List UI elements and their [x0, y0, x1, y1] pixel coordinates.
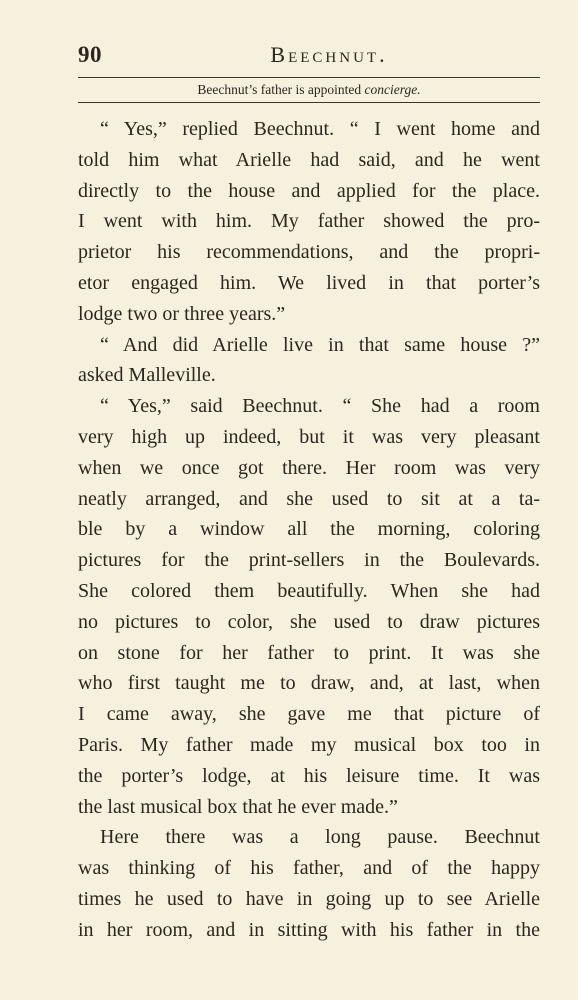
- subhead-italic: concierge.: [364, 82, 421, 97]
- text-line: ble by a window all the morning, coloring: [78, 518, 540, 541]
- text-line: when we once got there. Her room was very: [78, 456, 540, 479]
- running-head: [78, 40, 540, 74]
- subhead-text: Beechnut’s father is appointed: [197, 82, 362, 97]
- text-line: “ Yes,” said Beechnut. “ She had a room: [100, 395, 540, 418]
- chapter-subhead: [78, 80, 540, 99]
- text-line: the last musical box that he ever made.”: [78, 795, 398, 818]
- text-line: I came away, she gave me that picture of: [78, 703, 540, 726]
- text-line: prietor his recommendations, and the propri-: [78, 241, 540, 264]
- text-line: on stone for her father to print. It was she: [78, 641, 540, 664]
- text-line: in her room, and in sitting with his father in the: [78, 918, 540, 941]
- text-line: the porter’s lodge, at his leisure time. It was: [78, 764, 540, 787]
- text-line: She colored them beautifully. When she had: [78, 579, 540, 602]
- text-line: times he used to have in going up to see Arielle: [78, 887, 540, 910]
- text-line: very high up indeed, but it was very pleasant: [78, 425, 540, 448]
- header-rule-bottom: [78, 102, 540, 103]
- text-line: “ And did Arielle live in that same house ?”: [100, 333, 540, 356]
- text-line: lodge two or three years.”: [78, 302, 286, 325]
- text-line: neatly arranged, and she used to sit at a ta-: [78, 487, 540, 510]
- text-line: Paris. My father made my musical box too in: [78, 733, 540, 756]
- text-line: Here there was a long pause. Beechnut: [100, 826, 540, 849]
- header-rule-top: [78, 77, 540, 78]
- text-line: told him what Arielle had said, and he went: [78, 148, 540, 171]
- text-line: “ Yes,” replied Beechnut. “ I went home and: [100, 118, 540, 140]
- text-line: who first taught me to draw, and, at last, when: [78, 672, 540, 695]
- body-text: [78, 114, 540, 946]
- text-line: asked Malleville.: [78, 364, 216, 387]
- text-line: was thinking of his father, and of the happy: [78, 857, 540, 880]
- page-number: 90: [78, 42, 102, 67]
- running-title: Beechnut.: [270, 42, 388, 67]
- text-line: directly to the house and applied for the place.: [78, 179, 540, 202]
- text-line: no pictures to color, she used to draw pictures: [78, 610, 540, 633]
- text-line: etor engaged him. We lived in that porter’s: [78, 271, 540, 294]
- text-line: I went with him. My father showed the pro-: [78, 210, 540, 233]
- text-line: pictures for the print-sellers in the Boulevards.: [78, 549, 540, 572]
